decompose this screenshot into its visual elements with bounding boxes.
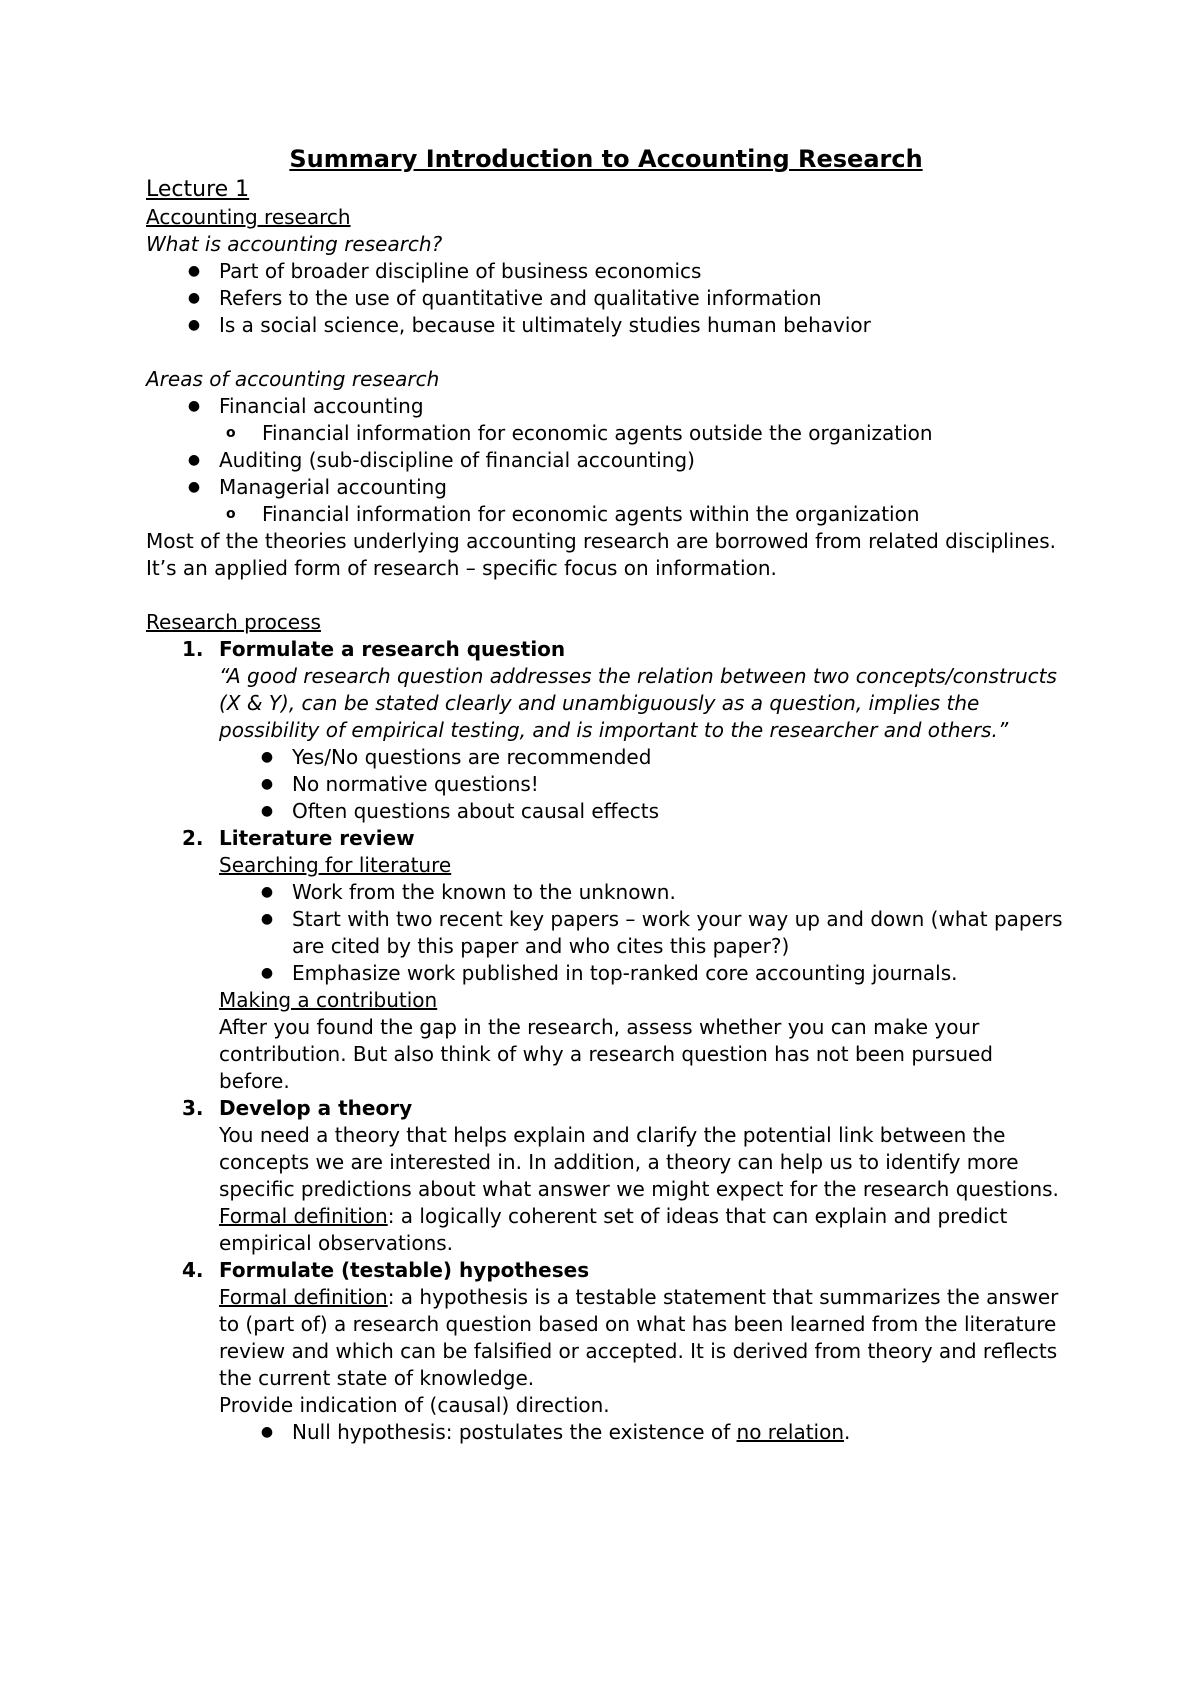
- bullet-icon: ●: [187, 317, 201, 333]
- contribution-text: After you found the gap in the research, assess whether you can make your contribution. But also think of why a research question has not been pursued before.: [219, 1015, 994, 1093]
- lecture-heading: Lecture 1: [146, 177, 250, 202]
- list-item: ● Start with two recent key papers – work your way up and down (what papers are cited by this paper and who cites this paper?): [219, 906, 1066, 960]
- bullet-icon: ●: [187, 263, 201, 279]
- sub-list-item: o Financial information for economic agents outside the organization: [226, 421, 933, 445]
- step-item: [146, 1095, 1066, 1257]
- direction-text: Provide indication of (causal) direction.: [219, 1393, 610, 1417]
- step-title: Literature review: [219, 826, 415, 850]
- bullet-icon: ●: [187, 398, 201, 414]
- hypothesis-definition: [219, 1284, 1066, 1392]
- areas-list: [146, 393, 1066, 528]
- research-steps-list: [146, 636, 1066, 1446]
- step-quote: “A good research question addresses the relation between two concepts/constructs (X & Y), can be stated clearly and unambiguously as a question, implies the possibility of empirical testing, and is important to the researcher and others.”: [219, 664, 1057, 742]
- step-title: Develop a theory: [219, 1096, 413, 1120]
- document-page: [146, 144, 1066, 1446]
- step-bullets: [219, 1419, 1066, 1446]
- sub-bullet-icon: o: [226, 506, 236, 522]
- sub-list: [219, 501, 1066, 528]
- sub-list: [219, 420, 1066, 447]
- step-number: 2.: [182, 826, 204, 850]
- sub-heading-contribution: Making a contribution: [219, 988, 438, 1012]
- theory-definition: [219, 1203, 1066, 1257]
- step-number: 3.: [182, 1096, 204, 1120]
- definition-label: Formal definition: [219, 1204, 388, 1228]
- question-what-is: What is accounting research?: [146, 232, 443, 256]
- list-item: ● Emphasize work published in top-ranked core accounting journals.: [219, 960, 1066, 987]
- step-item: [146, 636, 1066, 825]
- bullet-icon: ●: [187, 452, 201, 468]
- emphasis-no-relation: no relation: [736, 1420, 845, 1444]
- definition-text: : a hypothesis is a testable statement that summarizes the answer to (part of) a research question based on what has been learned from the literature review and which can be falsified or accepted. It is derived from theory and reflects the current state of knowledge.: [219, 1285, 1059, 1390]
- section-heading-research-process: Research process: [146, 610, 321, 634]
- bullet-icon: ●: [260, 749, 274, 765]
- sub-heading-searching: Searching for literature: [219, 853, 452, 877]
- step-bullets: [219, 744, 1066, 825]
- step-bullets: [219, 879, 1066, 987]
- sub-list-item: o Financial information for economic agents within the organization: [226, 502, 920, 526]
- bullet-icon: ●: [260, 965, 274, 981]
- bullet-icon: ●: [260, 803, 274, 819]
- section-heading-accounting-research: Accounting research: [146, 205, 351, 229]
- list-item: ● Work from the known to the unknown.: [219, 879, 1066, 906]
- definition-bullet-list: [146, 258, 1066, 339]
- list-item: ● Refers to the use of quantitative and qualitative information: [146, 285, 1066, 312]
- list-item: ● Is a social science, because it ultimately studies human behavior: [146, 312, 1066, 339]
- bullet-icon: ●: [260, 776, 274, 792]
- list-item: ● Auditing (sub-discipline of financial accounting): [146, 447, 1066, 474]
- list-item: ● No normative questions!: [219, 771, 1066, 798]
- step-number: 1.: [182, 637, 204, 661]
- areas-label: Areas of accounting research: [146, 367, 440, 391]
- bullet-icon: ●: [187, 290, 201, 306]
- step-item: [146, 825, 1066, 1095]
- definition-text: : a logically coherent set of ideas that can explain and predict empirical observations.: [219, 1204, 1008, 1255]
- list-item: ● Part of broader discipline of business economics: [146, 258, 1066, 285]
- blank-line: [146, 339, 1066, 366]
- step-number: 4.: [182, 1258, 204, 1282]
- bullet-icon: ●: [260, 1424, 274, 1440]
- bullet-icon: ●: [260, 884, 274, 900]
- bullet-icon: ●: [187, 479, 201, 495]
- step-title: Formulate a research question: [219, 637, 566, 661]
- theory-text: You need a theory that helps explain and clarify the potential link between the concepts we are interested in. In addition, a theory can help us to identify more specific predictions about what answer we might expect for the research questions.: [219, 1123, 1059, 1201]
- blank-line: [146, 582, 1066, 609]
- step-title: Formulate (testable) hypotheses: [219, 1258, 590, 1282]
- list-item: ● Yes/No questions are recommended: [219, 744, 1066, 771]
- bullet-icon: ●: [260, 911, 274, 927]
- list-item: ● Managerial accounting o Financial information for economic agents within the organization: [146, 474, 1066, 528]
- document-title: Summary Introduction to Accounting Research: [289, 145, 923, 173]
- list-item: ● Often questions about causal effects: [219, 798, 1066, 825]
- list-item: ● Null hypothesis: postulates the existence of no relation.: [219, 1419, 1066, 1446]
- sub-bullet-icon: o: [226, 425, 236, 441]
- list-item: ● Financial accounting o Financial information for economic agents outside the organization: [146, 393, 1066, 447]
- step-item: [146, 1257, 1066, 1446]
- closing-paragraph: Most of the theories underlying accounting research are borrowed from related disciplines. It’s an applied form of research – specific focus on information.: [146, 529, 1056, 580]
- definition-label: Formal definition: [219, 1285, 388, 1309]
